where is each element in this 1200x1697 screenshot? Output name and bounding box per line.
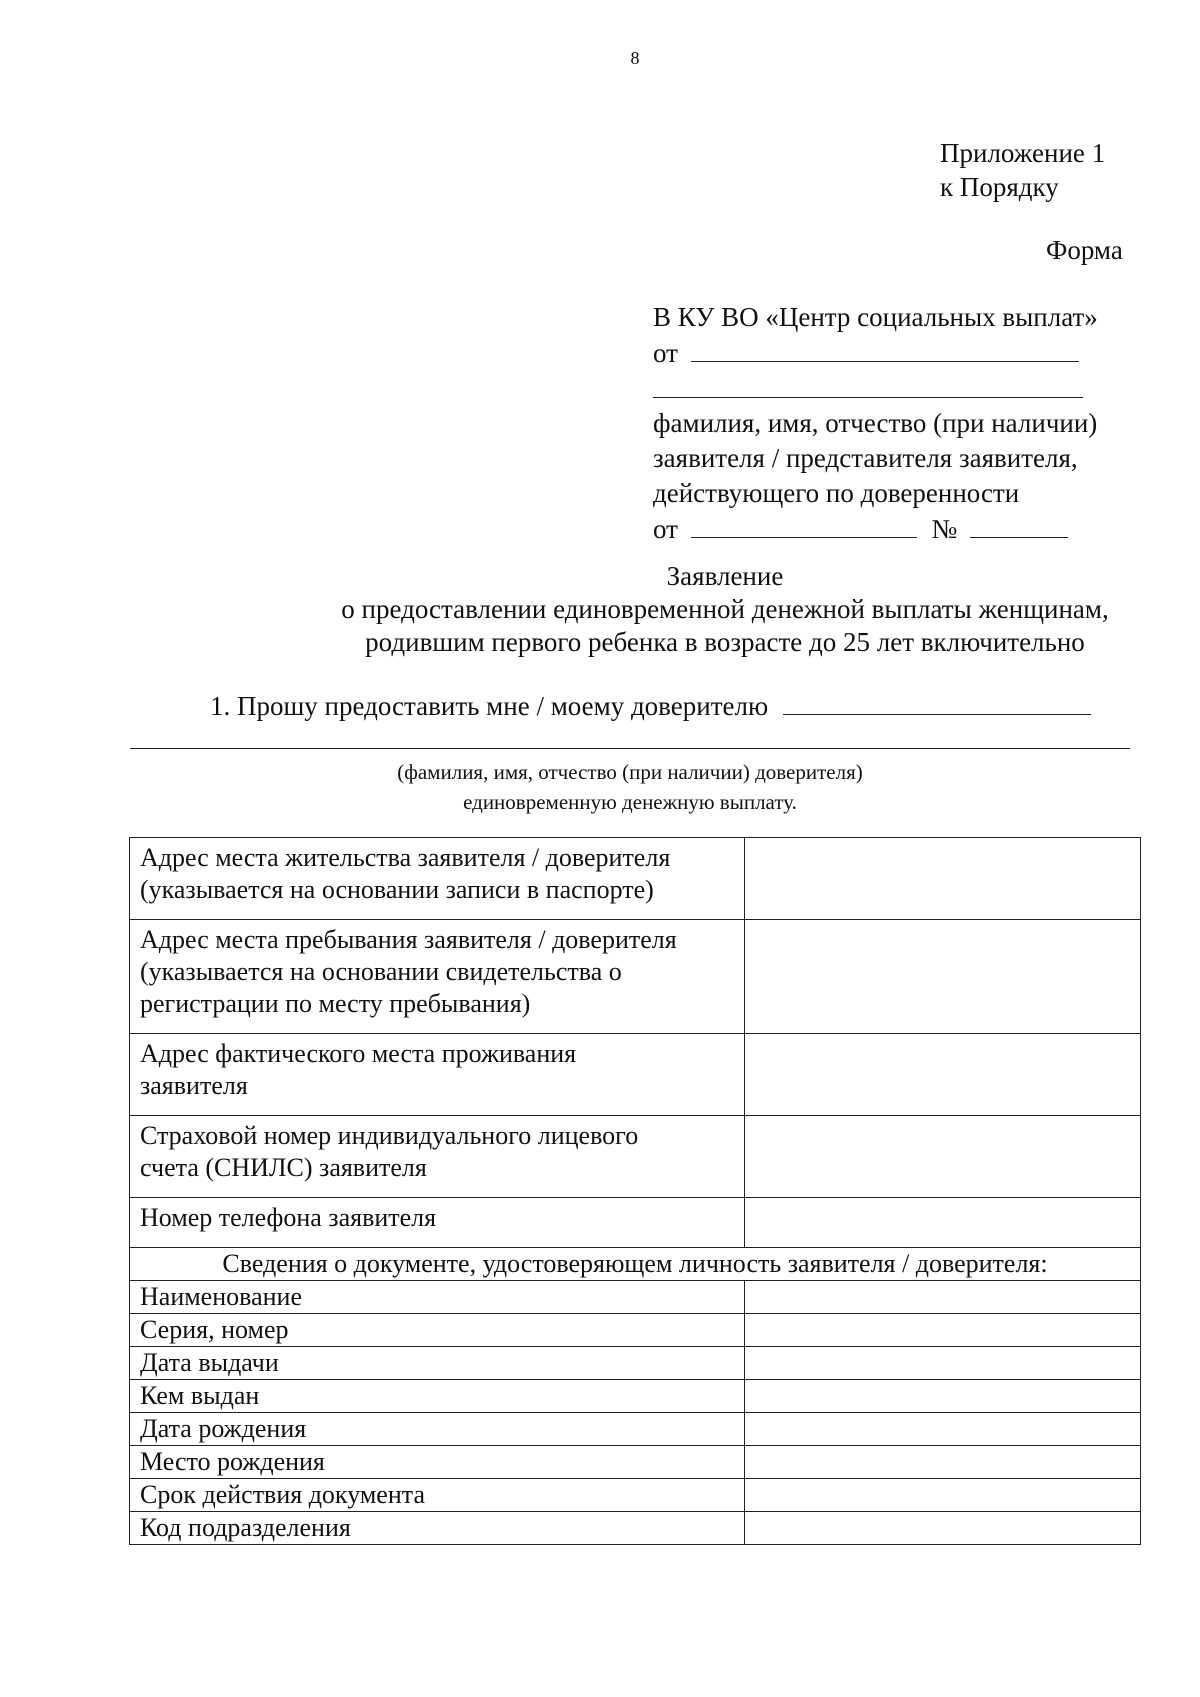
addressee-hint-1: фамилия, имя, отчество (при наличии): [653, 408, 1098, 438]
birth-place-value[interactable]: [745, 1446, 1141, 1479]
phone-label-line-1: Номер телефона заявителя: [140, 1203, 437, 1232]
addressee-hint-3: действующего по доверенности: [653, 478, 1020, 508]
division-code-label: Код подразделения: [130, 1512, 745, 1545]
residence-address-value[interactable]: [745, 838, 1141, 920]
page-number: 8: [630, 48, 640, 68]
residence-address-label-line-2: (указывается на основании записи в паспорте): [140, 875, 654, 904]
addressee-hint-2: заявителя / представителя заявителя,: [653, 443, 1078, 473]
table-row-doc-validity: [130, 1479, 1141, 1512]
doc-issued-by-label: Кем выдан: [130, 1380, 745, 1413]
table-row-doc-issue-date: [130, 1347, 1141, 1380]
residence-address-label-line-1: Адрес места жительства заявителя / доверителя: [140, 843, 671, 872]
birth-place-label: Место рождения: [130, 1446, 745, 1479]
addressee-second-line-row: [653, 371, 1123, 406]
doc-name-value[interactable]: [745, 1281, 1141, 1314]
stay-address-label-line-3: регистрации по месту пребывания): [140, 989, 531, 1018]
stay-address-label-line-2: (указывается на основании свидетельства о: [140, 957, 622, 986]
caption-line-2: единовременную денежную выплату.: [463, 790, 797, 814]
table-row-snils: [130, 1116, 1141, 1198]
addressee-from-label: от: [653, 338, 678, 368]
principal-name-field-2[interactable]: [130, 748, 1130, 749]
poa-number-label: №: [931, 514, 958, 544]
applicant-name-field-2[interactable]: [653, 371, 1083, 398]
caption-line-1: (фамилия, имя, отчество (при наличии) доверителя): [397, 760, 863, 784]
stay-address-value[interactable]: [745, 920, 1141, 1034]
doc-series-label: Серия, номер: [130, 1314, 745, 1347]
phone-label: [130, 1198, 745, 1248]
table-row-doc-series: [130, 1314, 1141, 1347]
doc-issue-date-value[interactable]: [745, 1347, 1141, 1380]
table-row-birth-date: [130, 1413, 1141, 1446]
addressee-from-row: [653, 335, 1123, 371]
title-line-3: родившим первого ребенка в возрасте до 25 лет включительно: [365, 627, 1085, 657]
form-label: Форма: [1046, 235, 1123, 265]
title-line-1: Заявление: [666, 561, 784, 591]
doc-issued-by-value[interactable]: [745, 1380, 1141, 1413]
applicant-info-table: [129, 837, 1141, 1545]
table-row-id-document-header: [130, 1248, 1141, 1281]
residence-address-label: [130, 838, 745, 920]
birth-date-label: Дата рождения: [130, 1413, 745, 1446]
actual-address-label: [130, 1034, 745, 1116]
paragraph-1: [210, 688, 1091, 722]
paragraph-1-text: 1. Прошу предоставить мне / моему доверителю: [210, 691, 769, 721]
doc-validity-label: Срок действия документа: [130, 1479, 745, 1512]
principal-name-field[interactable]: [783, 688, 1091, 715]
poa-from-label: от: [653, 514, 678, 544]
doc-issue-date-label: Дата выдачи: [130, 1347, 745, 1380]
addressee-to: В КУ ВО «Центр социальных выплат»: [653, 302, 1098, 332]
table-row-residence-address: [130, 838, 1141, 920]
snils-label-line-2: счета (СНИЛС) заявителя: [140, 1153, 427, 1182]
phone-value[interactable]: [745, 1198, 1141, 1248]
actual-address-label-line-1: Адрес фактического места проживания: [140, 1039, 577, 1068]
principal-caption: [130, 757, 1130, 817]
table-row-doc-issued-by: [130, 1380, 1141, 1413]
appendix-note: [940, 136, 1105, 204]
power-of-attorney-row: [653, 511, 1123, 547]
table-row-actual-address: [130, 1034, 1141, 1116]
snils-value[interactable]: [745, 1116, 1141, 1198]
id-document-header: Сведения о документе, удостоверяющем личность заявителя / доверителя:: [130, 1248, 1141, 1281]
applicant-name-field[interactable]: [691, 335, 1079, 362]
table-row-division-code: [130, 1512, 1141, 1545]
snils-label: [130, 1116, 745, 1198]
appendix-line-2: к Порядку: [940, 172, 1059, 202]
table-row-birth-place: [130, 1446, 1141, 1479]
actual-address-value[interactable]: [745, 1034, 1141, 1116]
addressee-block: [653, 300, 1123, 547]
actual-address-label-line-2: заявителя: [140, 1071, 248, 1100]
division-code-value[interactable]: [745, 1512, 1141, 1545]
snils-label-line-1: Страховой номер индивидуального лицевого: [140, 1121, 639, 1150]
birth-date-value[interactable]: [745, 1413, 1141, 1446]
doc-series-value[interactable]: [745, 1314, 1141, 1347]
table-row-doc-name: [130, 1281, 1141, 1314]
doc-validity-value[interactable]: [745, 1479, 1141, 1512]
poa-number-field[interactable]: [970, 511, 1068, 538]
stay-address-label: [130, 920, 745, 1034]
table-row-phone: [130, 1198, 1141, 1248]
appendix-line-1: Приложение 1: [940, 138, 1106, 168]
document-title: [130, 560, 1200, 659]
title-line-2: о предоставлении единовременной денежной выплаты женщинам,: [341, 594, 1109, 624]
table-row-stay-address: [130, 920, 1141, 1034]
doc-name-label: Наименование: [130, 1281, 745, 1314]
stay-address-label-line-1: Адрес места пребывания заявителя / доверителя: [140, 925, 677, 954]
poa-date-field[interactable]: [691, 511, 917, 538]
